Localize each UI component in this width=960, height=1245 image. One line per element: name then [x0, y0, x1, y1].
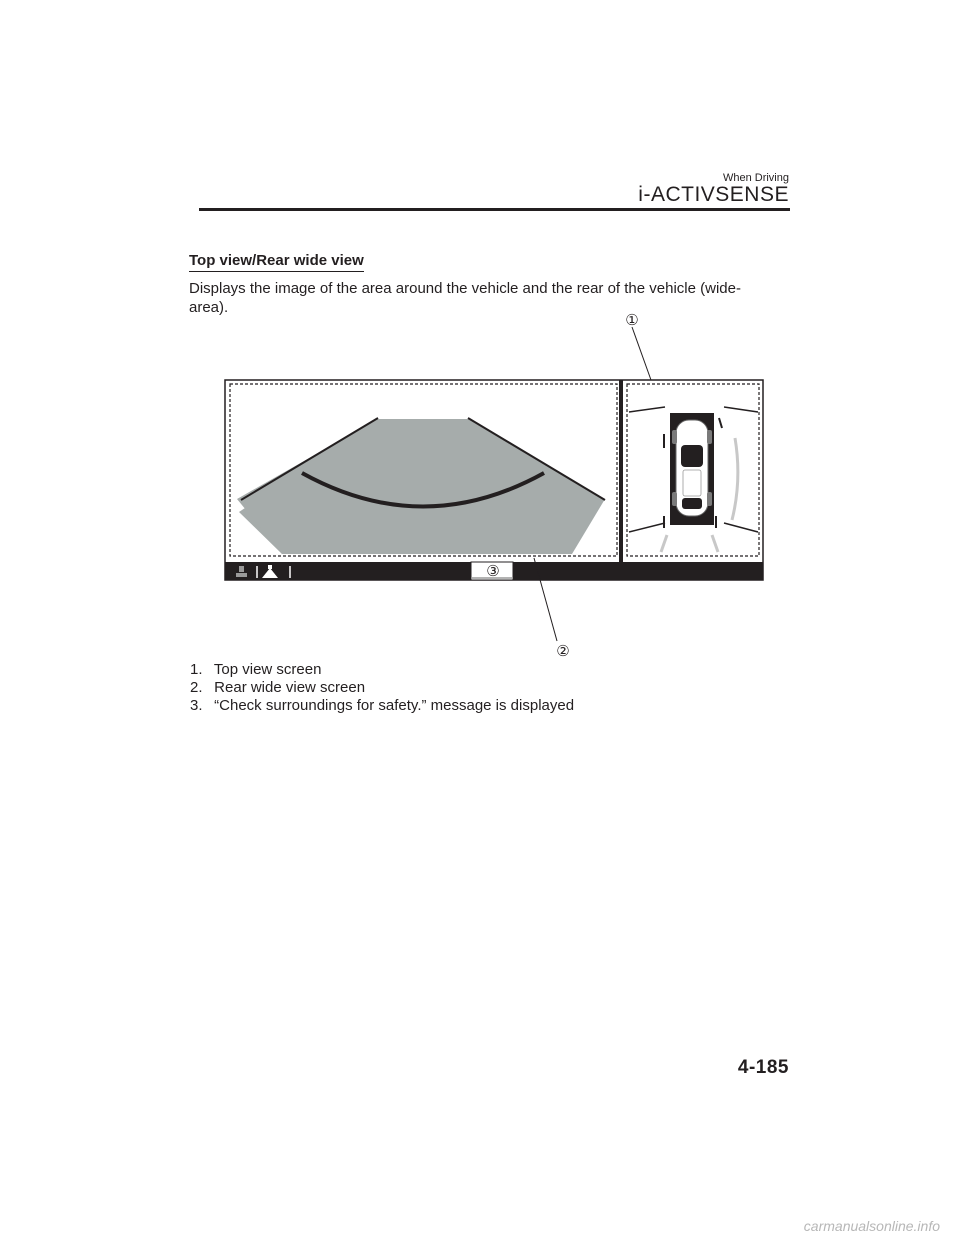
callout-2: ②	[556, 642, 570, 660]
legend-item	[189, 679, 574, 697]
legend-number: 3.	[190, 697, 203, 714]
legend-number: 1.	[190, 661, 203, 678]
vehicle-icon	[672, 420, 712, 516]
section-heading: Top view/Rear wide view	[189, 252, 364, 272]
legend-number: 2.	[190, 679, 203, 696]
legend-text: “Check surroundings for safety.” message is displayed	[214, 697, 575, 714]
watermark[interactable]: carmanualsonline.info	[803, 1218, 940, 1234]
section-label: When Driving	[722, 172, 789, 184]
legend-item	[189, 661, 574, 679]
legend-item	[189, 697, 574, 715]
figure-legend	[189, 661, 574, 715]
legend-text: Rear wide view screen	[214, 679, 366, 696]
callout-3: ③	[486, 562, 500, 580]
section-description: Displays the image of the area around the vehicle and the rear of the vehicle (wide-area).	[189, 280, 741, 316]
chapter-title: i-ACTIVSENSE	[638, 183, 789, 206]
legend-text: Top view screen	[213, 661, 322, 678]
page-number: 4-185	[737, 1057, 789, 1078]
callout-1: ①	[625, 311, 639, 329]
